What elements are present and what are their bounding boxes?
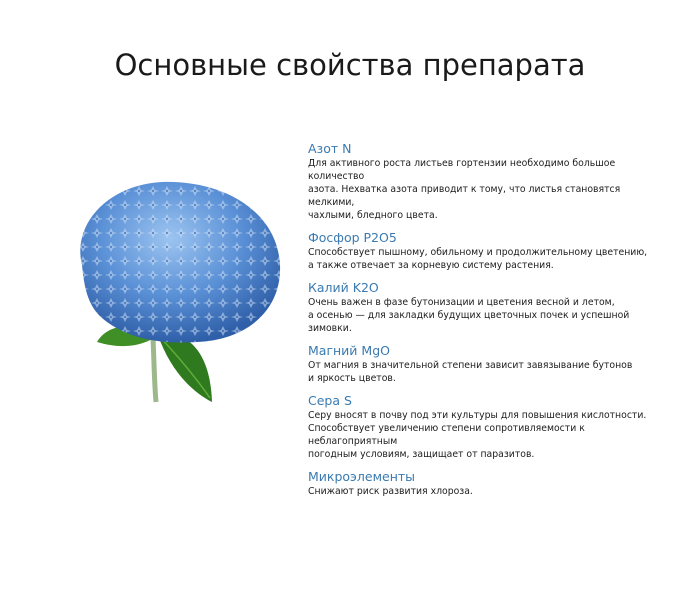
- property-name: Микроэлементы: [308, 469, 416, 484]
- property-description: От магния в значительной степени зависит завязывание бутонов и яркость цветов.: [308, 360, 633, 384]
- property-name: Сера S: [308, 393, 352, 408]
- property-potassium: [308, 280, 668, 335]
- property-magnesium: [308, 343, 668, 385]
- property-description: Способствует пышному, обильному и продолжительному цветению, а также отвечает за корневую систему растения.: [308, 247, 648, 271]
- hydrangea-flower-image: [62, 170, 292, 410]
- property-name: Азот N: [308, 141, 352, 156]
- property-sulfur: [308, 393, 668, 461]
- property-phosphorus: [308, 230, 668, 272]
- properties-list: [308, 141, 668, 506]
- property-microelements: [308, 469, 668, 498]
- property-description: Снижают риск развития хлороза.: [308, 486, 473, 497]
- page-title: Основные свойства препарата: [114, 48, 586, 82]
- property-description: Для активного роста листьев гортензии необходимо большое количество азота. Нехватка азота приводит к тому, что листья становятся мелкими, чахлыми, бледного цвета.: [308, 158, 621, 221]
- property-nitrogen: [308, 141, 668, 222]
- property-name: Фосфор P2O5: [308, 230, 397, 245]
- property-description: Очень важен в фазе бутонизации и цветения весной и летом, а осенью — для закладки будущих цветочных почек и успешной зимовки.: [308, 297, 630, 334]
- property-name: Калий K2O: [308, 280, 379, 295]
- property-name: Магний MgO: [308, 343, 390, 358]
- property-description: Серу вносят в почву под эти культуры для повышения кислотности. Способствует увеличению степени сопротивляемости к неблагоприятным погодным условиям, защищает от паразитов.: [308, 410, 647, 460]
